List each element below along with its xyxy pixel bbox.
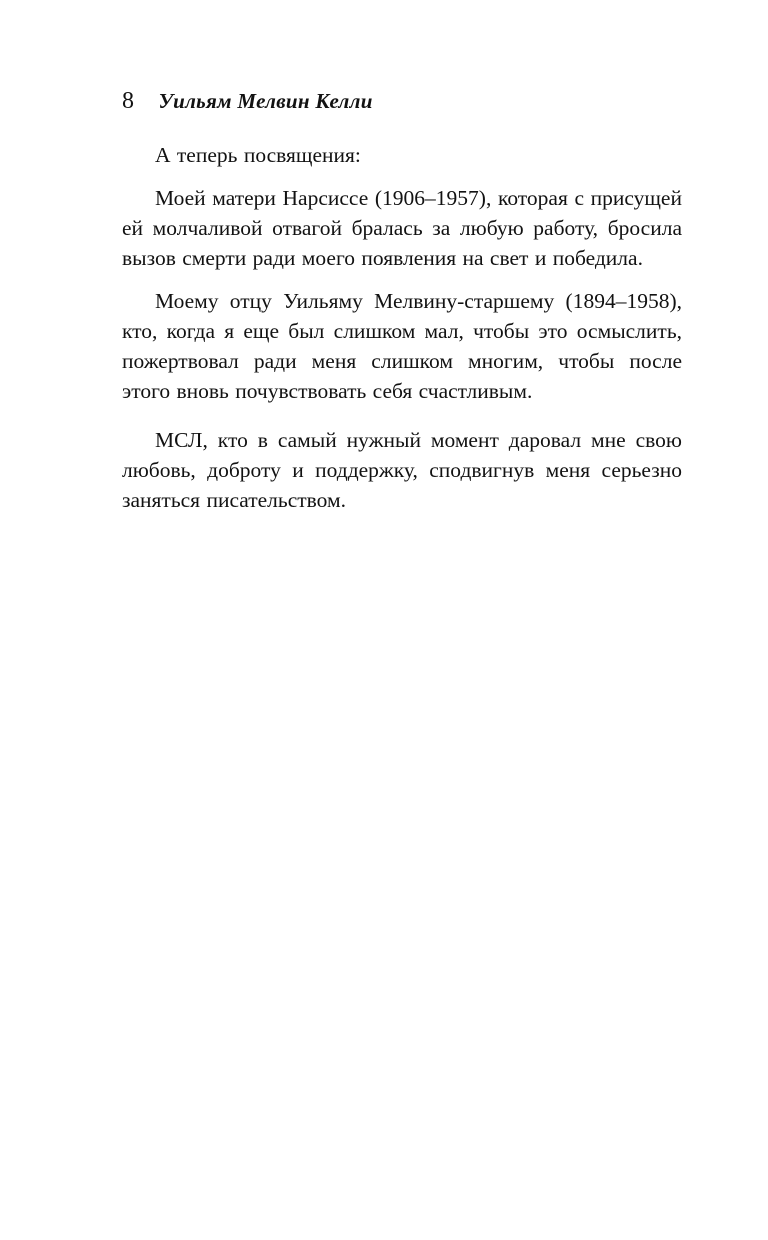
- dedication-text-block: [122, 140, 682, 528]
- dedication-paragraph-mother: Моей матери Нарсиссе (1906–1957), которая с присущей ей молчаливой отвагой бралась за любую работу, бросила вызов смерти ради моего появления на свет и победила.: [122, 186, 682, 270]
- running-title-author: Уильям Мелвин Келли: [158, 89, 373, 113]
- dedication-intro-line: А теперь посвящения:: [155, 143, 361, 167]
- page-number: 8: [122, 88, 135, 114]
- dedication-paragraph-msl: МСЛ, кто в самый нужный момент даровал мне свою любовь, доброту и поддержку, сподвигнув меня серьезно заняться писательством.: [122, 428, 682, 512]
- running-header: [122, 88, 682, 115]
- dedication-paragraph-father: Моему отцу Уильяму Мелвину-старшему (1894–1958), кто, когда я еще был слишком мал, чтобы это осмыслить, пожертвовал ради меня слишком многим, чтобы после этого вновь почувствовать себя счастливым.: [122, 289, 682, 403]
